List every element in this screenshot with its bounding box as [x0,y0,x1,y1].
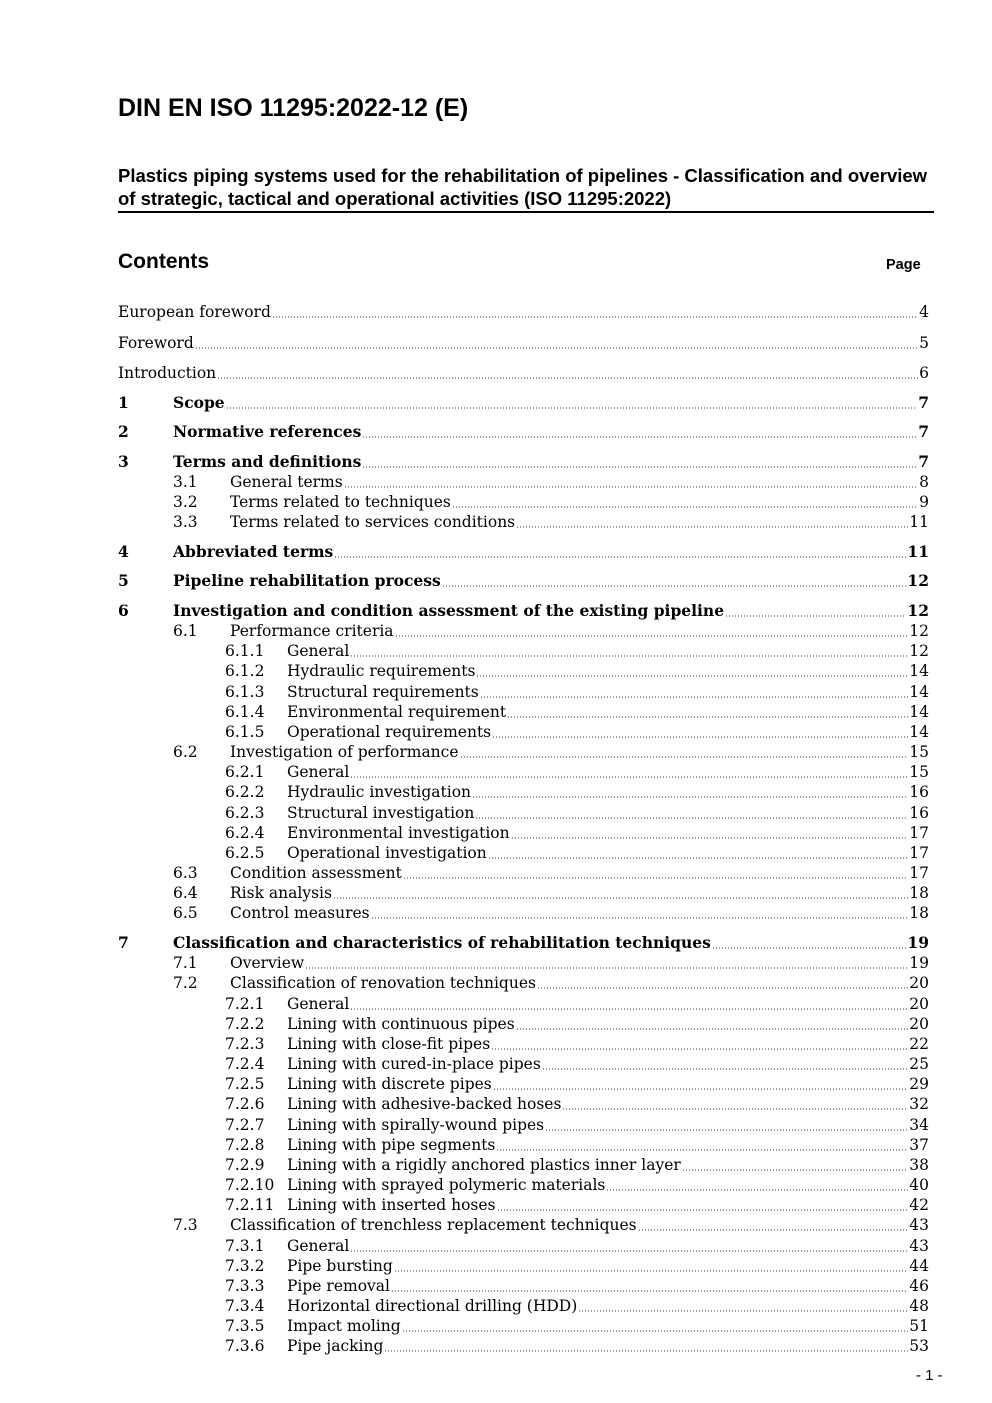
toc-dot-leader [496,1149,908,1151]
toc-entry-page: 7 [918,393,929,412]
toc-entry-title: Classification of trenchless replacement techniques [230,1216,637,1234]
toc-entry[interactable] [118,333,929,353]
toc-entry-number: 6.2.4 [225,824,265,842]
toc-entry-page: 12 [907,571,929,590]
toc-entry-page: 5 [919,334,929,352]
toc-entry-number: 7.2 [173,974,198,992]
toc-entry-number: 1 [118,393,129,412]
toc-entry-page: 19 [907,933,929,952]
toc-entry-title: Lining with close-fit pipes [287,1035,491,1053]
toc-entry-title: General [287,642,350,660]
toc-entry-number: 7.2.5 [225,1075,265,1093]
toc-dot-leader [226,407,918,409]
toc-entry-page: 44 [909,1257,929,1275]
toc-entry-page: 7 [918,422,929,441]
toc-dot-leader [350,776,908,778]
toc-entry-title: Hydraulic investigation [287,783,472,801]
toc-dot-leader [472,796,908,798]
toc-dot-leader [460,756,909,758]
toc-entry[interactable] [118,1155,929,1175]
toc-entry-number: 7.2.3 [225,1035,265,1053]
toc-entry-title: Lining with discrete pipes [287,1075,492,1093]
toc-entry-page: 19 [909,954,929,972]
toc-dot-leader [682,1169,908,1171]
toc-entry[interactable] [118,1054,929,1074]
contents-heading: Contents [118,250,209,273]
toc-entry-number: 3.3 [173,513,198,531]
toc-dot-leader [350,1008,908,1010]
toc-entry[interactable] [118,1195,929,1215]
toc-entry-page: 8 [919,473,929,491]
toc-entry-number: 4 [118,542,129,561]
toc-entry[interactable] [118,1014,929,1034]
toc-entry[interactable] [118,973,929,993]
toc-entry-title: Risk analysis [230,884,332,902]
toc-entry-title: Operational investigation [287,844,487,862]
page-column-heading: Page [886,257,921,273]
toc-entry-page: 12 [909,642,929,660]
toc-entry[interactable] [118,823,929,843]
toc-entry-title: Pipeline rehabilitation process [173,571,441,590]
toc-entry-number: 7.1 [173,954,198,972]
toc-entry-page: 43 [909,1237,929,1255]
toc-entry[interactable] [118,641,929,661]
toc-dot-leader [480,696,909,698]
toc-dot-leader [516,526,908,528]
toc-dot-leader [195,347,918,349]
toc-entry-page: 7 [918,452,929,471]
toc-entry-number: 6.2 [173,743,198,761]
toc-entry-number: 6.1.3 [225,683,265,701]
toc-entry[interactable] [118,682,929,702]
toc-entry-title: Pipe removal [287,1277,390,1295]
document-subtitle: Plastics piping systems used for the rehabilitation of pipelines - Classification and overview of strategic, tactical and operational activities (ISO 11295:2022) [118,164,934,213]
toc-entry-page: 22 [909,1035,929,1053]
toc-dot-leader [402,1330,909,1332]
toc-entry[interactable] [118,1074,929,1094]
toc-entry[interactable] [118,1296,929,1316]
toc-entry-title: Lining with pipe segments [287,1136,496,1154]
toc-entry[interactable] [118,1115,929,1135]
toc-dot-leader [344,486,918,488]
toc-entry-number: 6.5 [173,904,198,922]
toc-entry-title: Pipe bursting [287,1257,393,1275]
toc-dot-leader [442,585,907,587]
toc-entry[interactable] [118,883,929,903]
toc-entry-title: Lining with a rigidly anchored plastics inner layer [287,1156,681,1174]
toc-entry-title: Performance criteria [230,622,394,640]
toc-entry[interactable] [118,903,929,923]
toc-entry-title: Structural requirements [287,683,479,701]
toc-entry-number: 7.3.5 [225,1317,265,1335]
toc-entry-title: Lining with cured-in-place pipes [287,1055,541,1073]
toc-dot-leader [395,635,909,637]
toc-entry-title: General [287,1237,350,1255]
toc-entry-number: 7.2.9 [225,1156,265,1174]
toc-entry-title: Structural investigation [287,804,475,822]
toc-entry-number: 6.2.2 [225,783,265,801]
toc-dot-leader [712,947,907,949]
toc-entry-number: 7.2.8 [225,1136,265,1154]
toc-dot-leader [403,877,908,879]
toc-entry[interactable] [118,571,929,591]
toc-entry[interactable] [118,422,929,442]
toc-dot-leader [305,967,908,969]
toc-entry-page: 42 [909,1196,929,1214]
toc-entry[interactable] [118,1316,929,1336]
toc-entry-number: 7.2.1 [225,995,265,1013]
toc-entry-number: 7.2.10 [225,1176,275,1194]
toc-entry[interactable] [118,843,929,863]
toc-entry-page: 12 [909,622,929,640]
toc-entry-page: 25 [909,1055,929,1073]
toc-entry-number: 6.2.5 [225,844,265,862]
toc-entry[interactable] [118,1135,929,1155]
toc-entry-title: Classification and characteristics of rehabilitation techniques [173,933,711,952]
toc-dot-leader [493,1088,909,1090]
toc-entry-title: Normative references [173,422,362,441]
toc-entry-page: 4 [919,303,929,321]
toc-entry-number: 5 [118,571,129,590]
toc-entry-number: 2 [118,422,129,441]
toc-entry[interactable] [118,742,929,762]
document-title: DIN EN ISO 11295:2022-12 (E) [118,94,469,122]
toc-entry-title: General [287,995,350,1013]
toc-entry[interactable] [118,621,929,641]
toc-dot-leader [394,1270,908,1272]
toc-entry-title: Condition assessment [230,864,402,882]
toc-entry-number: 6.1.5 [225,723,265,741]
toc-entry-page: 16 [909,783,929,801]
toc-entry-title: Operational requirements [287,723,492,741]
toc-entry-number: 7.3 [173,1216,198,1234]
toc-entry[interactable] [118,492,929,512]
toc-entry-number: 6.4 [173,884,198,902]
toc-entry-title: Impact moling [287,1317,401,1335]
toc-entry-number: 7 [118,933,129,952]
toc-entry-title: Lining with sprayed polymeric materials [287,1176,606,1194]
toc-entry[interactable] [118,1276,929,1296]
toc-entry[interactable] [118,1215,929,1235]
toc-entry-page: 11 [907,542,929,561]
toc-entry-page: 17 [909,824,929,842]
toc-entry[interactable] [118,472,929,492]
toc-entry[interactable] [118,1175,929,1195]
toc-dot-leader [638,1229,909,1231]
toc-entry[interactable] [118,863,929,883]
toc-entry-title: General terms [230,473,343,491]
toc-entry-number: 7.3.3 [225,1277,265,1295]
toc-entry-page: 20 [909,974,929,992]
toc-dot-leader [542,1068,908,1070]
toc-dot-leader [578,1310,908,1312]
toc-entry-page: 9 [919,493,929,511]
toc-entry-page: 17 [909,864,929,882]
toc-entry-title: Investigation of performance [230,743,459,761]
toc-entry-title: Terms related to techniques [230,493,451,511]
toc-entry-title: Control measures [230,904,370,922]
toc-entry-number: 7.3.4 [225,1297,265,1315]
toc-entry[interactable] [118,542,929,562]
toc-dot-leader [537,987,908,989]
toc-entry-title: Lining with continuous pipes [287,1015,515,1033]
toc-entry-number: 7.2.11 [225,1196,275,1214]
toc-entry-title: General [287,763,350,781]
toc-entry-number: 7.2.4 [225,1055,265,1073]
toc-dot-leader [488,857,909,859]
toc-entry[interactable] [118,512,929,532]
toc-dot-leader [562,1108,908,1110]
toc-entry-page: 29 [909,1075,929,1093]
toc-entry-number: 6.1.1 [225,642,265,660]
toc-dot-leader [491,1048,908,1050]
toc-entry[interactable] [118,1094,929,1114]
toc-entry-title: Horizontal directional drilling (HDD) [287,1297,578,1315]
toc-entry-number: 6.1.2 [225,662,265,680]
toc-entry-number: 6.2.1 [225,763,265,781]
toc-dot-leader [334,556,906,558]
toc-dot-leader [475,817,908,819]
toc-entry-title: Pipe jacking [287,1337,384,1355]
toc-entry-page: 14 [909,703,929,721]
toc-entry-page: 14 [909,662,929,680]
toc-entry-number: 6.2.3 [225,804,265,822]
toc-entry[interactable] [118,762,929,782]
toc-entry-title: Lining with adhesive-backed hoses [287,1095,562,1113]
toc-entry-page: 17 [909,844,929,862]
toc-dot-leader [350,1250,908,1252]
toc-entry[interactable] [118,994,929,1014]
toc-entry[interactable] [118,302,929,322]
toc-entry-title: Environmental requirement [287,703,507,721]
toc-entry-page: 12 [907,601,929,620]
toc-entry-page: 38 [909,1156,929,1174]
toc-entry[interactable] [118,782,929,802]
toc-entry-number: 7.2.2 [225,1015,265,1033]
toc-entry-page: 14 [909,683,929,701]
toc-entry-title: Lining with spirally-wound pipes [287,1116,545,1134]
toc-dot-leader [333,897,908,899]
toc-entry-number: 3.1 [173,473,198,491]
toc-entry-page: 34 [909,1116,929,1134]
toc-dot-leader [511,837,909,839]
footer-page-number: - 1 - [916,1367,943,1384]
toc-entry-number: 3.2 [173,493,198,511]
toc-entry-number: 7.3.6 [225,1337,265,1355]
toc-dot-leader [606,1189,908,1191]
toc-dot-leader [217,377,918,379]
toc-entry-page: 16 [909,804,929,822]
toc-entry-page: 53 [909,1337,929,1355]
toc-entry[interactable] [118,702,929,722]
toc-dot-leader [362,466,917,468]
toc-entry-page: 43 [909,1216,929,1234]
toc-entry-page: 15 [909,763,929,781]
toc-entry-page: 37 [909,1136,929,1154]
toc-entry[interactable] [118,1034,929,1054]
toc-entry-title: Investigation and condition assessment of the existing pipeline [173,601,725,620]
toc-entry-title: Introduction [118,364,217,382]
toc-entry-page: 20 [909,995,929,1013]
toc-entry[interactable] [118,393,929,413]
toc-entry-page: 20 [909,1015,929,1033]
toc-entry-page: 32 [909,1095,929,1113]
toc-entry[interactable] [118,933,929,953]
toc-entry-title: Hydraulic requirements [287,662,476,680]
toc-entry-title: Terms related to services conditions [230,513,516,531]
toc-entry[interactable] [118,363,929,383]
toc-entry-title: Overview [230,954,305,972]
toc-entry[interactable] [118,722,929,742]
toc-entry-title: Lining with inserted hoses [287,1196,496,1214]
toc-entry-number: 3 [118,452,129,471]
toc-entry-number: 7.3.2 [225,1257,265,1275]
toc-dot-leader [272,316,918,318]
toc-dot-leader [391,1290,908,1292]
toc-entry[interactable] [118,953,929,973]
toc-dot-leader [362,436,917,438]
toc-entry-page: 14 [909,723,929,741]
toc-dot-leader [497,1209,909,1211]
toc-entry[interactable] [118,803,929,823]
toc-dot-leader [545,1129,908,1131]
toc-entry-title: Foreword [118,334,194,352]
toc-entry-page: 46 [909,1277,929,1295]
toc-dot-leader [516,1028,909,1030]
toc-entry[interactable] [118,1236,929,1256]
toc-dot-leader [384,1350,908,1352]
toc-entry-title: Abbreviated terms [173,542,334,561]
toc-entry[interactable] [118,1336,929,1356]
toc-entry-page: 6 [919,364,929,382]
toc-entry-page: 40 [909,1176,929,1194]
toc-entry-number: 6.1 [173,622,198,640]
toc-entry-page: 51 [909,1317,929,1335]
toc-entry-page: 18 [909,884,929,902]
toc-entry-title: Terms and definitions [173,452,362,471]
toc-dot-leader [371,917,909,919]
toc-entry-page: 48 [909,1297,929,1315]
toc-entry-page: 18 [909,904,929,922]
toc-entry-page: 11 [909,513,929,531]
toc-dot-leader [725,615,906,617]
toc-dot-leader [476,675,908,677]
toc-entry-number: 7.2.6 [225,1095,265,1113]
toc-entry-number: 6.1.4 [225,703,265,721]
toc-entry-title: Environmental investigation [287,824,510,842]
toc-entry-title: Classification of renovation techniques [230,974,536,992]
toc-entry-number: 7.2.7 [225,1116,265,1134]
toc-dot-leader [452,506,918,508]
toc-entry-number: 6.3 [173,864,198,882]
toc-entry[interactable] [118,661,929,681]
toc-dot-leader [492,736,908,738]
toc-entry[interactable] [118,601,929,621]
toc-entry-number: 6 [118,601,129,620]
toc-dot-leader [350,655,908,657]
toc-entry-number: 7.3.1 [225,1237,265,1255]
toc-dot-leader [507,716,908,718]
toc-entry-title: Scope [173,393,225,412]
toc-entry-title: European foreword [118,303,271,321]
toc-entry-page: 15 [909,743,929,761]
toc-entry[interactable] [118,1256,929,1276]
toc-entry[interactable] [118,452,929,472]
